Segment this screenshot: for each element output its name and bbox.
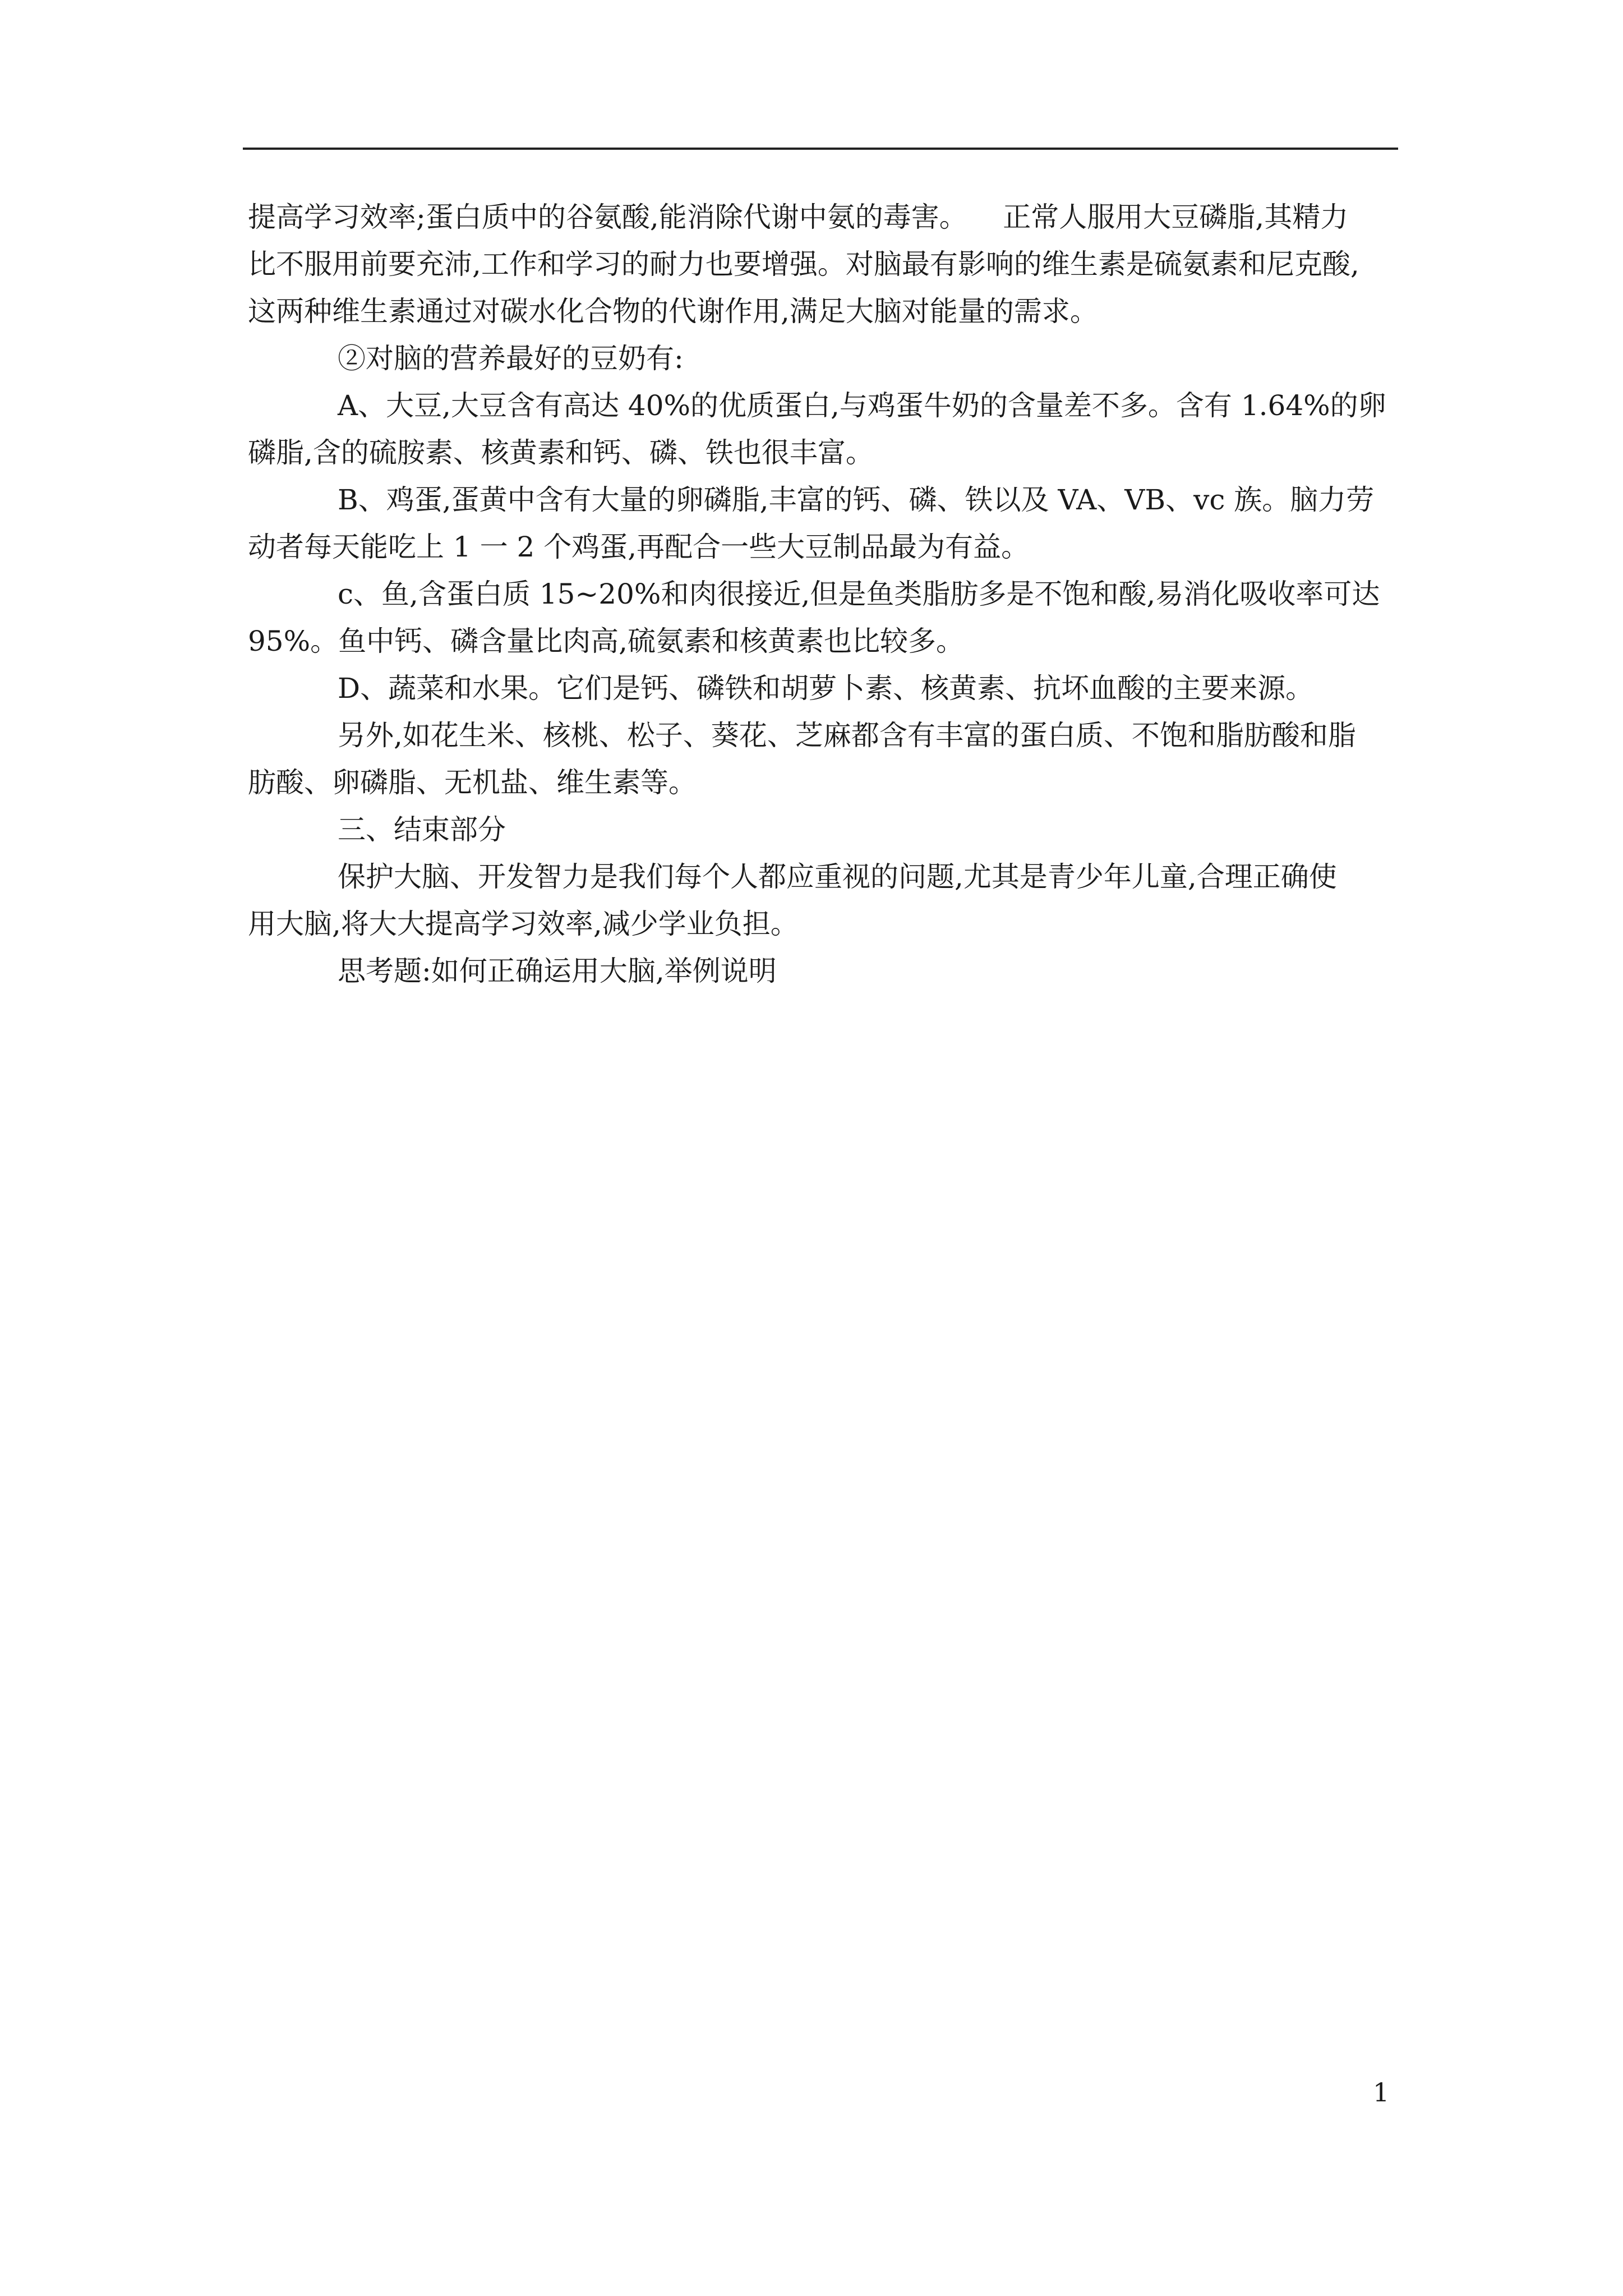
page-number: 1	[1373, 2077, 1390, 2108]
text-line: 磷脂,含的硫胺素、核黄素和钙、磷、铁也很丰富。	[248, 436, 874, 469]
text-line: 保护大脑、开发智力是我们每个人都应重视的问题,尤其是青少年儿童,合理正确使	[338, 861, 1337, 893]
text-line: 三、结束部分	[338, 813, 506, 846]
text-line: 另外,如花生米、核桃、松子、葵花、芝麻都含有丰富的蛋白质、不饱和脂肪酸和脂	[338, 719, 1356, 752]
text-line: c、鱼,含蛋白质 15~20%和肉很接近,但是鱼类脂肪多是不饱和酸,易消化吸收率可达	[338, 578, 1380, 610]
text-line: 用大脑,将大大提高学习效率,减少学业负担。	[248, 908, 799, 940]
text-line: 肪酸、卵磷脂、无机盐、维生素等。	[248, 766, 697, 799]
text-line: 95%。鱼中钙、磷含量比肉高,硫氨素和核黄素也比较多。	[248, 625, 965, 657]
text-line: ②对脑的营养最好的豆奶有:	[338, 342, 684, 375]
text-line: B、鸡蛋,蛋黄中含有大量的卵磷脂,丰富的钙、磷、铁以及 VA、VB、vc 族。脑力劳	[338, 484, 1375, 516]
text-line: 提高学习效率;蛋白质中的谷氨酸,能消除代谢中氨的毒害。 正常人服用大豆磷脂,其精力	[248, 201, 1349, 233]
text-line: 思考题:如何正确运用大脑,举例说明	[338, 955, 777, 987]
body-text	[248, 194, 1395, 995]
text-line: 动者每天能吃上 1 一 2 个鸡蛋,再配合一些大豆制品最为有益。	[248, 531, 1030, 563]
text-line: 这两种维生素通过对碳水化合物的代谢作用,满足大脑对能量的需求。	[248, 295, 1098, 328]
header-rule	[243, 148, 1398, 150]
text-line: D、蔬菜和水果。它们是钙、磷铁和胡萝卜素、核黄素、抗坏血酸的主要来源。	[338, 672, 1314, 705]
text-line: 比不服用前要充沛,工作和学习的耐力也要增强。对脑最有影响的维生素是硫氨素和尼克酸,	[248, 248, 1359, 280]
text-line: A、大豆,大豆含有高达 40%的优质蛋白,与鸡蛋牛奶的含量差不多。含有 1.64%的卵	[338, 389, 1386, 422]
